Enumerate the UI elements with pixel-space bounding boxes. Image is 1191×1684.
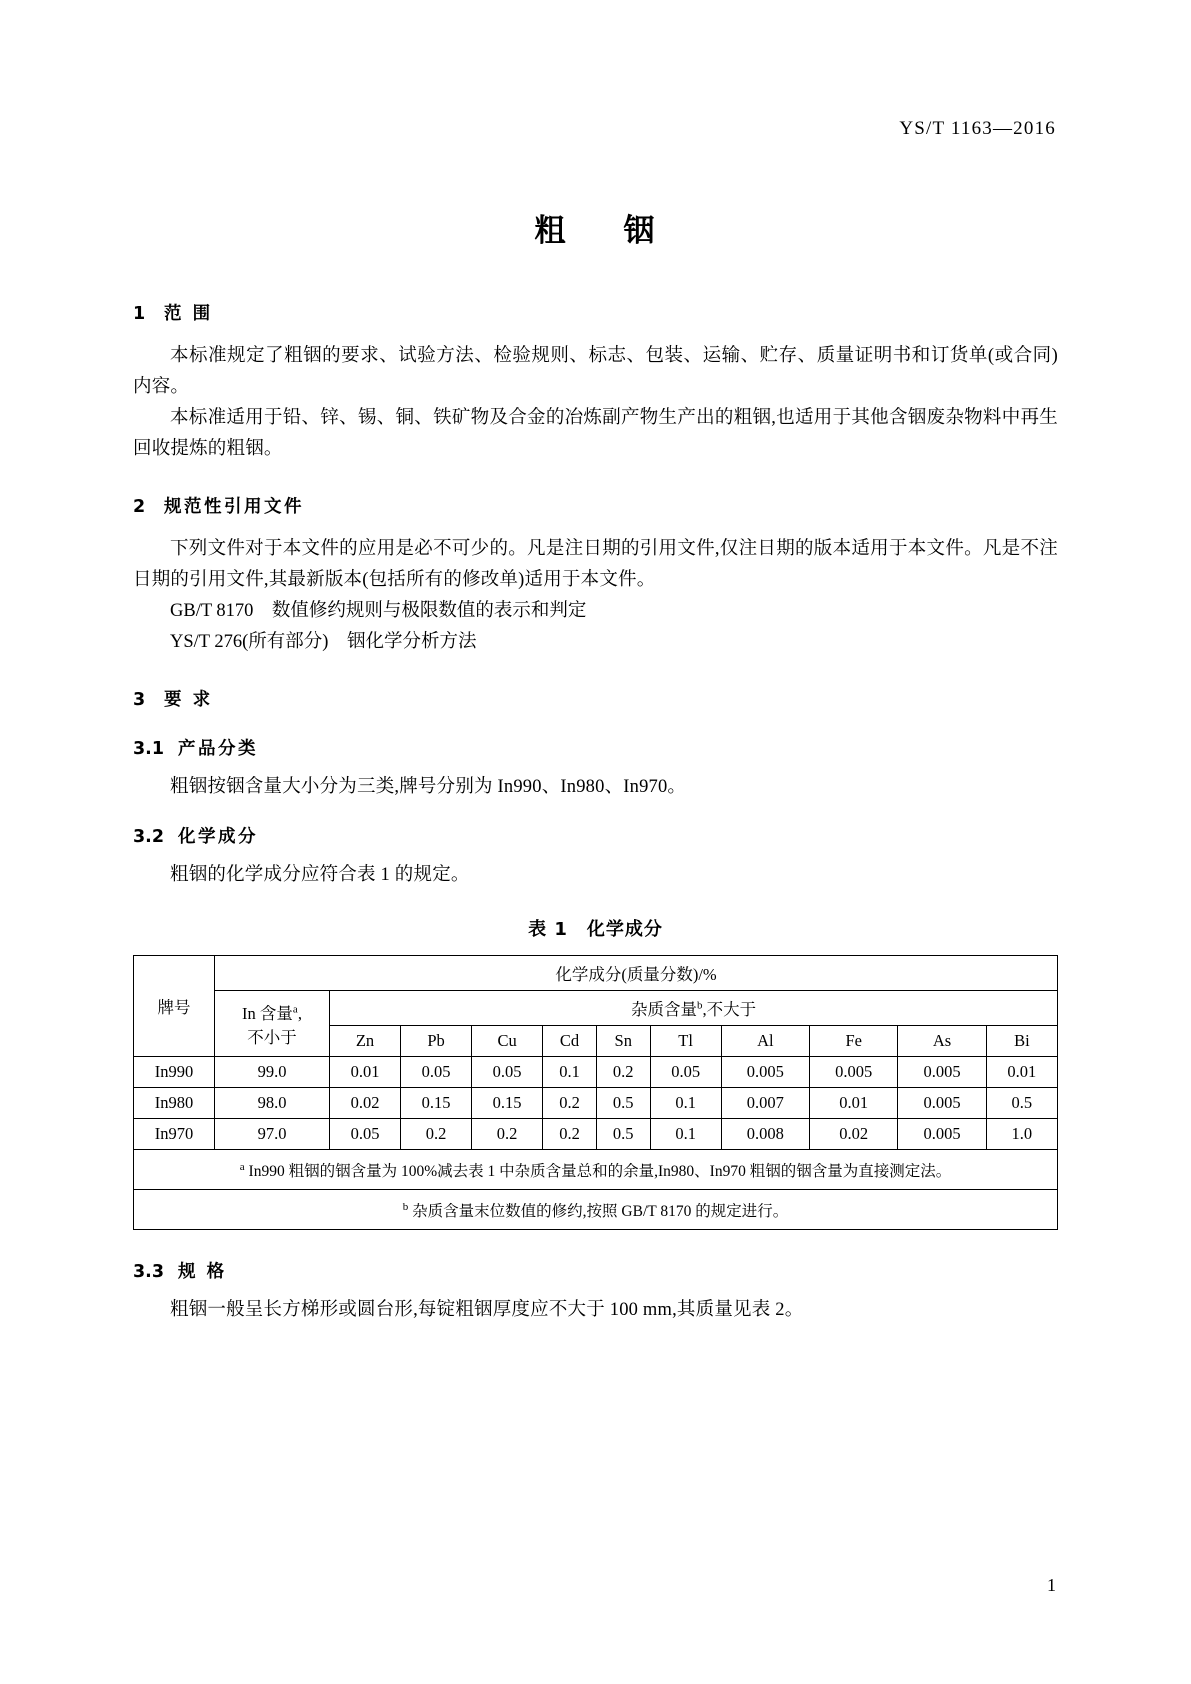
table-footnote-row	[134, 1190, 1058, 1230]
row-3-sn: 0.5	[596, 1119, 650, 1150]
in-content-label: In 含量	[242, 1003, 293, 1023]
section-2-number: 2	[133, 497, 146, 517]
in-content-limit: 不小于	[247, 1027, 297, 1047]
section-3-2-title: 化学成分	[178, 827, 258, 847]
reference-item-1: GB/T 8170 数值修约规则与极限数值的表示和判定	[170, 601, 587, 621]
row-1-bi: 0.01	[986, 1057, 1057, 1088]
section-heading-3-1	[133, 735, 1058, 760]
page-title-part2: 铟	[623, 213, 657, 249]
row-1-tl: 0.05	[650, 1057, 721, 1088]
footnote-a-text: In990 粗铟的铟含量为 100%减去表 1 中杂质含量总和的余量,In980、In970 粗铟的铟含量为直接测定法。	[248, 1163, 952, 1181]
row-3-cd: 0.2	[543, 1119, 597, 1150]
table-footnote-a	[134, 1150, 1058, 1190]
impurity-limit: ,不大于	[702, 1000, 757, 1019]
table-footnote-row	[134, 1150, 1058, 1190]
row-2-sn: 0.5	[596, 1088, 650, 1119]
table-row	[134, 1057, 1058, 1088]
row-3-al: 0.008	[721, 1119, 809, 1150]
section-heading-3-2	[133, 823, 1058, 848]
row-2-bi: 0.5	[986, 1088, 1057, 1119]
table-footnote-b	[134, 1190, 1058, 1230]
table-header-row-1	[134, 956, 1058, 991]
section-3-3-title: 规 格	[178, 1262, 227, 1283]
row-1-al: 0.005	[721, 1057, 809, 1088]
table-header-composition: 化学成分(质量分数)/%	[215, 956, 1058, 991]
section-1-number: 1	[133, 304, 146, 324]
standard-code-header: YS/T 1163—2016	[899, 118, 1056, 139]
table-header-element-as: As	[898, 1026, 986, 1057]
row-3-in-content: 97.0	[215, 1119, 330, 1150]
row-2-in-content: 98.0	[215, 1088, 330, 1119]
table-header-impurity	[330, 991, 1058, 1026]
row-1-sn: 0.2	[596, 1057, 650, 1088]
row-3-bi: 1.0	[986, 1119, 1057, 1150]
footnote-b-mark: b	[402, 1201, 409, 1214]
row-3-brand: In970	[134, 1119, 215, 1150]
table-header-element-al: Al	[721, 1026, 809, 1057]
in-content-comma: ,	[297, 1003, 302, 1023]
document-body	[133, 300, 1058, 1326]
row-3-cu: 0.2	[472, 1119, 543, 1150]
row-3-zn: 0.05	[330, 1119, 401, 1150]
table-header-element-tl: Tl	[650, 1026, 721, 1057]
row-1-pb: 0.05	[401, 1057, 472, 1088]
row-3-fe: 0.02	[810, 1119, 898, 1150]
table-header-in-content	[215, 991, 330, 1057]
row-1-in-content: 99.0	[215, 1057, 330, 1088]
section-3-1-paragraph-1: 粗铟按铟含量大小分为三类,牌号分别为 In990、In980、In970。	[170, 777, 687, 797]
row-2-cu: 0.15	[472, 1088, 543, 1119]
table-header-element-cd: Cd	[543, 1026, 597, 1057]
row-1-cd: 0.1	[543, 1057, 597, 1088]
section-3-number: 3	[133, 690, 146, 710]
row-2-tl: 0.1	[650, 1088, 721, 1119]
row-1-fe: 0.005	[810, 1057, 898, 1088]
table-header-element-cu: Cu	[472, 1026, 543, 1057]
row-2-as: 0.005	[898, 1088, 986, 1119]
page-title-part1: 粗	[534, 213, 568, 249]
section-heading-3	[133, 686, 1058, 711]
section-1-paragraph-2: 本标准适用于铅、锌、锡、铜、铁矿物及合金的冶炼副产物生产出的粗铟,也适用于其他含铟废杂物料中再生回收提炼的粗铟。	[133, 408, 1058, 459]
row-2-al: 0.007	[721, 1088, 809, 1119]
row-3-as: 0.005	[898, 1119, 986, 1150]
footnote-b-text: 杂质含量末位数值的修约,按照 GB/T 8170 的规定进行。	[412, 1203, 789, 1221]
section-3-2-number: 3.2	[133, 827, 165, 847]
row-2-brand: In980	[134, 1088, 215, 1119]
section-2-title: 规范性引用文件	[164, 497, 304, 517]
impurity-label: 杂质含量	[630, 1000, 697, 1019]
section-3-2-paragraph-1: 粗铟的化学成分应符合表 1 的规定。	[170, 865, 470, 885]
row-2-pb: 0.15	[401, 1088, 472, 1119]
row-3-pb: 0.2	[401, 1119, 472, 1150]
section-1-title: 范 围	[164, 304, 213, 324]
section-3-3-paragraph-1: 粗铟一般呈长方梯形或圆台形,每锭粗铟厚度应不大于 100 mm,其质量见表 2。	[170, 1300, 804, 1321]
table-1-caption: 表 1 化学成分	[528, 919, 663, 940]
section-3-title: 要 求	[164, 690, 213, 710]
section-3-3-number: 3.3	[133, 1262, 165, 1283]
reference-item-2: YS/T 276(所有部分) 铟化学分析方法	[170, 632, 477, 652]
row-2-zn: 0.02	[330, 1088, 401, 1119]
row-1-zn: 0.01	[330, 1057, 401, 1088]
section-heading-2	[133, 493, 1058, 518]
section-3-1-number: 3.1	[133, 739, 165, 759]
table-header-element-sn: Sn	[596, 1026, 650, 1057]
table-header-element-zn: Zn	[330, 1026, 401, 1057]
page-number: 1	[1047, 1575, 1056, 1595]
row-3-tl: 0.1	[650, 1119, 721, 1150]
section-1-paragraph-1: 本标准规定了粗铟的要求、试验方法、检验规则、标志、包装、运输、贮存、质量证明书和订货单(或合同)内容。	[133, 346, 1058, 397]
table-row	[134, 1119, 1058, 1150]
row-2-fe: 0.01	[810, 1088, 898, 1119]
footnote-a-mark: a	[239, 1161, 245, 1173]
table-row	[134, 1088, 1058, 1119]
page-title	[0, 205, 1191, 250]
row-1-cu: 0.05	[472, 1057, 543, 1088]
table-header-element-bi: Bi	[986, 1026, 1057, 1057]
table-1-chemical-composition	[133, 955, 1058, 1230]
in-content-footnote-mark: a	[292, 1003, 298, 1015]
row-1-brand: In990	[134, 1057, 215, 1088]
impurity-footnote-mark: b	[696, 999, 703, 1012]
section-heading-3-3	[133, 1258, 1058, 1283]
section-heading-1	[133, 300, 1058, 325]
table-header-brand: 牌号	[134, 956, 215, 1057]
table-header-element-pb: Pb	[401, 1026, 472, 1057]
row-1-as: 0.005	[898, 1057, 986, 1088]
table-header-row-2	[134, 991, 1058, 1026]
row-2-cd: 0.2	[543, 1088, 597, 1119]
table-header-element-fe: Fe	[810, 1026, 898, 1057]
section-3-1-title: 产品分类	[178, 739, 258, 759]
section-2-paragraph-1: 下列文件对于本文件的应用是必不可少的。凡是注日期的引用文件,仅注日期的版本适用于本文件。凡是不注日期的引用文件,其最新版本(包括所有的修改单)适用于本文件。	[133, 539, 1058, 590]
